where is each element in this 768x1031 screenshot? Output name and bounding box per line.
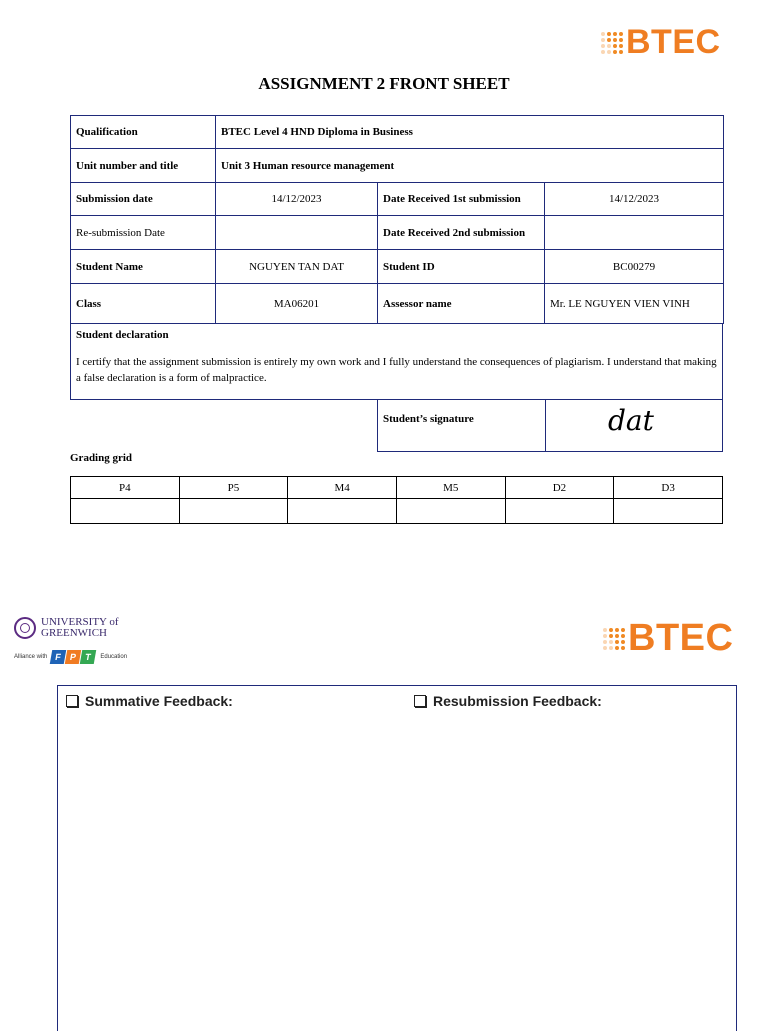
btec-logo-page2 [603,617,733,660]
received-1st-label: Date Received 1st submission [378,183,545,216]
assessor-value: Mr. LE NGUYEN VIEN VINH [545,284,724,324]
alliance-prefix: Alliance with [14,654,48,660]
signature-label: Student’s signature [383,413,474,425]
feedback-box [57,685,737,1031]
alliance-line [14,650,127,664]
grading-grid [70,476,723,524]
received-2nd-value [545,216,724,250]
university-logo [14,617,119,639]
grade-column-p4: P4 [71,477,180,499]
class-value: MA06201 [216,284,378,324]
class-label: Class [71,284,216,324]
grade-column-p5: P5 [179,477,288,499]
summative-feedback-label: Summative Feedback: [85,693,233,709]
resubmission-date-value [216,216,378,250]
signature-box [377,399,723,452]
checkbox-icon[interactable] [66,695,78,707]
grade-cell [505,499,614,524]
fpt-logo: F P T [51,650,96,664]
student-id-label: Student ID [378,250,545,284]
qualification-value: BTEC Level 4 HND Diploma in Business [216,116,724,149]
btec-logo [601,23,721,62]
grading-grid-heading: Grading grid [70,452,133,464]
submission-date-value: 14/12/2023 [216,183,378,216]
unit-label: Unit number and title [71,149,216,183]
btec-dots-icon [603,628,625,650]
student-declaration [70,323,723,400]
declaration-heading: Student declaration [76,329,169,341]
page-title: ASSIGNMENT 2 FRONT SHEET [258,74,510,93]
grade-cell [179,499,288,524]
student-id-value: BC00279 [545,250,724,284]
resubmission-date-label: Re-submission Date [71,216,216,250]
summative-feedback[interactable] [66,693,233,709]
grade-cell [288,499,397,524]
front-sheet-table [70,115,724,324]
qualification-label: Qualification [71,116,216,149]
grade-cell [396,499,505,524]
alliance-suffix: Education [100,654,128,660]
student-name-label: Student Name [71,250,216,284]
resubmission-feedback-label: Resubmission Feedback: [433,693,602,709]
btec-dots-icon [601,32,623,54]
university-name-line2: GREENWICH [41,627,107,639]
btec-logo-text: BTEC [626,23,721,61]
btec-logo-text: BTEC [628,617,734,659]
grade-cell [71,499,180,524]
received-2nd-label: Date Received 2nd submission [378,216,545,250]
assessor-label: Assessor name [378,284,545,324]
grade-cell [614,499,723,524]
grade-column-d2: D2 [505,477,614,499]
unit-value: Unit 3 Human resource management [216,149,724,183]
declaration-text: I certify that the assignment submission is entirely my own work and I fully understand the consequences of plagiarism. I understand that making a false declaration is a form of malpractice. [76,356,717,384]
grade-column-m4: M4 [288,477,397,499]
grade-column-m5: M5 [396,477,505,499]
resubmission-feedback[interactable] [414,693,602,709]
checkbox-icon[interactable] [414,695,426,707]
student-name-value: NGUYEN TAN DAT [216,250,378,284]
signature-value: dat [608,404,654,437]
university-seal-icon [14,617,36,639]
submission-date-label: Submission date [71,183,216,216]
received-1st-value: 14/12/2023 [545,183,724,216]
grade-column-d3: D3 [614,477,723,499]
university-name-line1: UNIVERSITY of [41,616,119,628]
